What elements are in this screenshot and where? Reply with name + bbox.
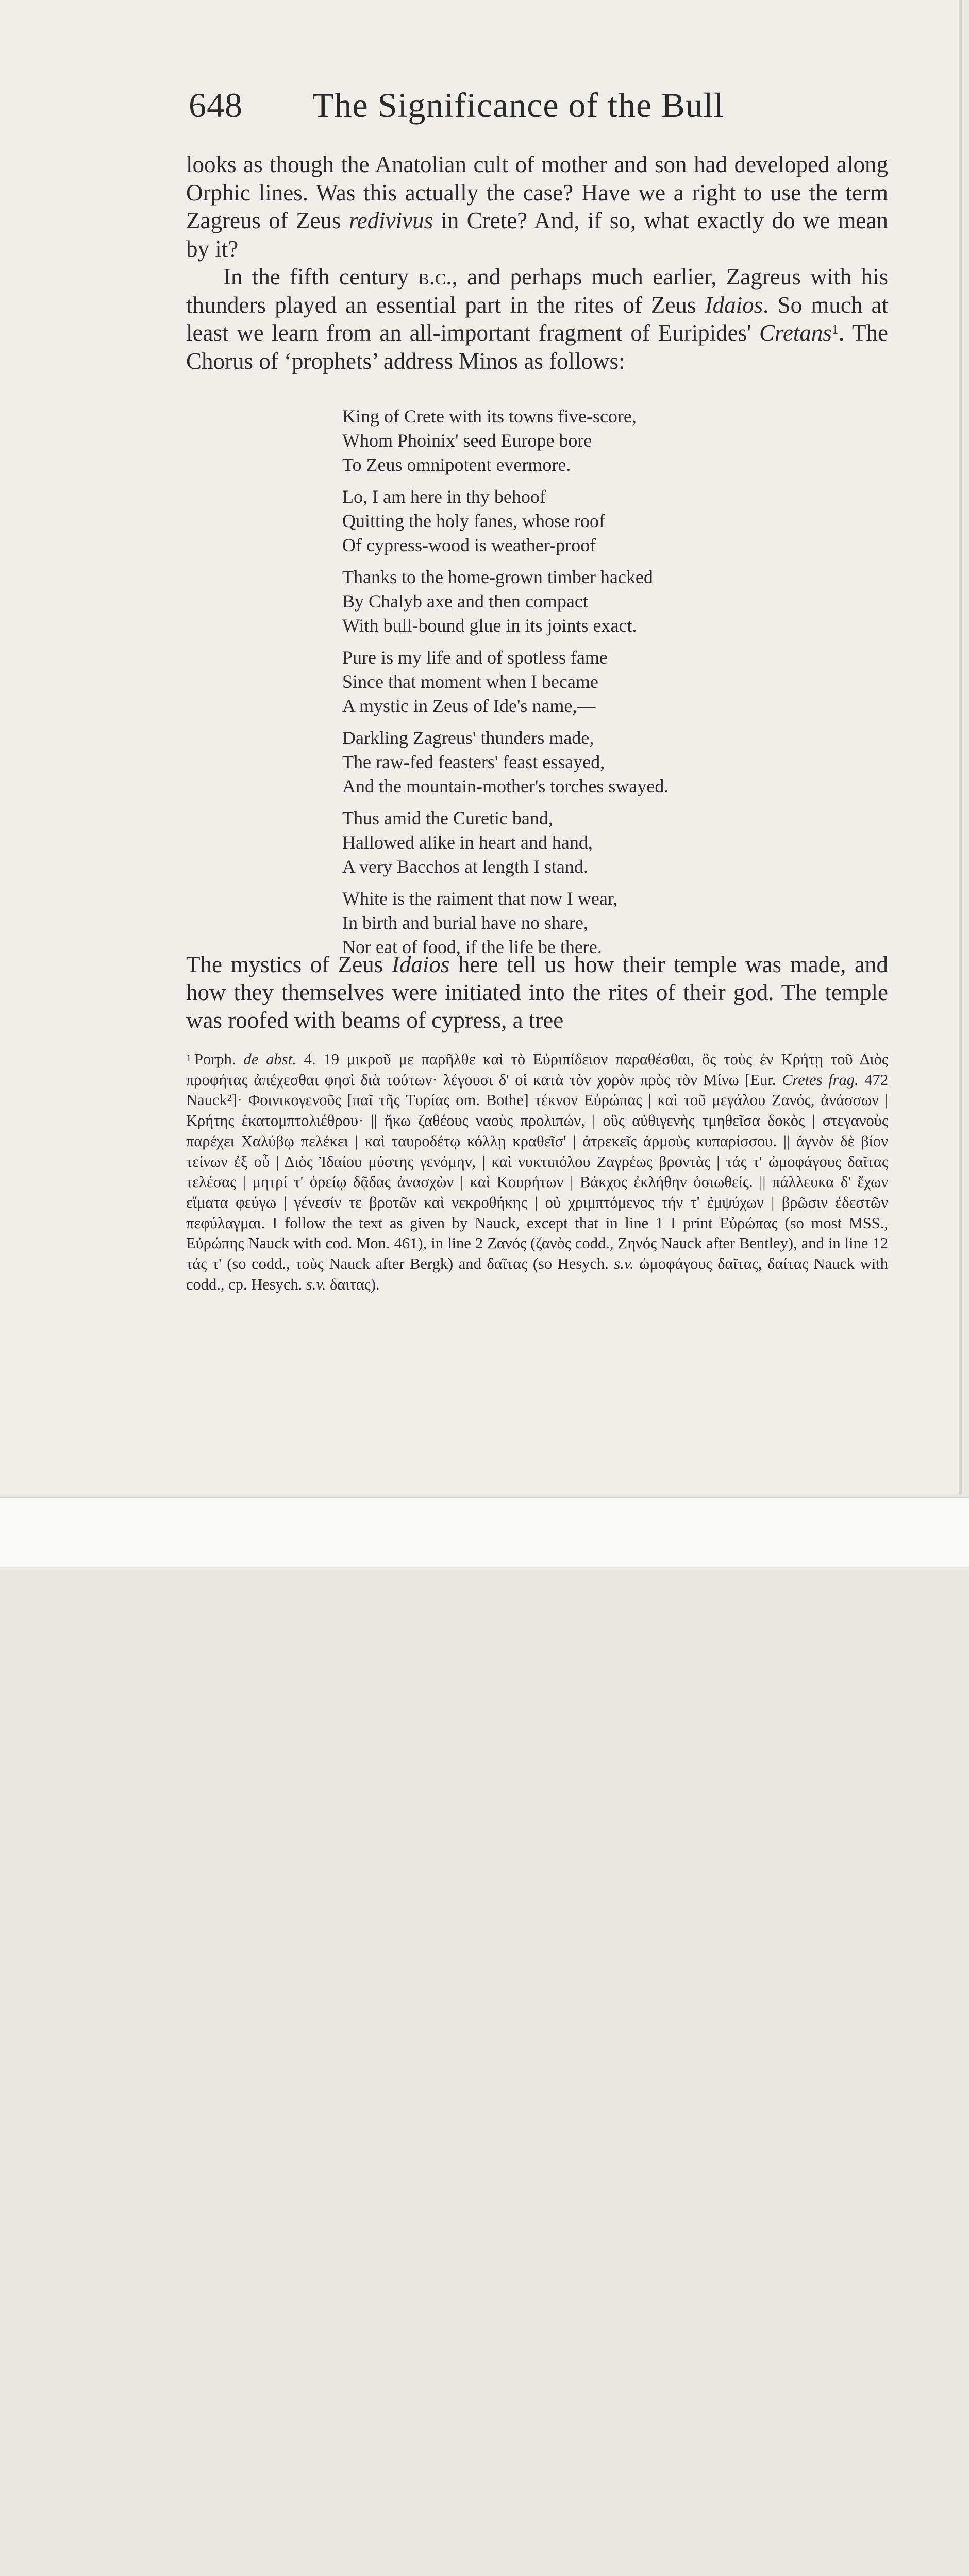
text-span: looks as though the Anatolian cult of mother and son had developed along Orphic lines. Was this actually the case? Have we a right to use the term Zagreus of Zeus — [186, 151, 888, 233]
poem-stanza — [342, 485, 755, 557]
poem-line: The raw-fed feasters' feast essayed, — [342, 752, 605, 772]
poem-line: King of Crete with its towns five-score, — [342, 406, 637, 427]
poem-line: And the mountain-mother's torches swayed. — [342, 776, 669, 796]
poem-line: Pure is my life and of spotless fame — [342, 647, 608, 668]
poem-stanza — [342, 646, 755, 718]
text-span: The mystics of Zeus — [186, 952, 392, 977]
footnote — [186, 1049, 888, 1295]
poem-line: A mystic in Zeus of Ide's name,— — [342, 696, 596, 716]
poem-stanza — [342, 806, 755, 879]
italic-span: s.v. — [306, 1275, 326, 1293]
italic-span: Cretans — [759, 320, 832, 346]
text-span: here tell us how their temple was made, and how they themselves were initiated into the rites of their god. The temple was roofed with beams of cypress, a tree — [186, 952, 888, 1033]
italic-span: s.v. — [614, 1255, 634, 1273]
poem-line: Since that moment when I became — [342, 671, 598, 692]
poem-line: Nor eat of food, if the life be there. — [342, 937, 602, 957]
poem-stanza — [342, 887, 755, 959]
page-header — [189, 85, 890, 131]
italic-span: redivivus — [348, 208, 433, 233]
poem-line: With bull-bound glue in its joints exact. — [342, 615, 637, 636]
italic-span: Cretes frag. — [782, 1071, 859, 1089]
italic-span: Idaios — [391, 952, 450, 977]
text-span: . The Chorus of ‘prophets’ address Minos as follows: — [186, 320, 888, 374]
poem-line: Hallowed alike in heart and hand, — [342, 832, 593, 853]
poem — [342, 404, 755, 967]
text-span: ὠμοφάγους δαῖτας, δαίτας Nauck with codd., cp. Hesych. — [186, 1255, 889, 1293]
poem-line: Thanks to the home-grown timber hacked — [342, 567, 653, 587]
poem-line: White is the raiment that now I wear, — [342, 888, 618, 909]
poem-line: Quitting the holy fanes, whose roof — [342, 511, 605, 531]
text-span: in Crete? And, if so, what exactly do we mean by it? — [186, 208, 888, 262]
poem-line: Darkling Zagreus' thunders made, — [342, 727, 594, 748]
page-number: 648 — [189, 86, 243, 125]
library-footer — [0, 1497, 969, 1567]
poem-line: To Zeus omnipotent evermore. — [342, 454, 571, 475]
poem-line: A very Bacchos at length I stand. — [342, 856, 588, 877]
body-text — [186, 150, 888, 375]
text-span: 4. 19 μικροῦ με παρῆλθε καὶ τὸ Εὐριπίδειον παραθέσθαι, ὃς τοὺς ἐν Κρήτῃ τοῦ Διὸς προφήτας ἀπέχεσθαι φησὶ διὰ τούτων· λέγουσι δ' οἱ κατὰ τὸν χορὸν πρὸς τὸν Μίνω [Eur. — [186, 1050, 888, 1089]
poem-stanza — [342, 404, 755, 477]
poem-line: By Chalyb axe and then compact — [342, 591, 588, 612]
poem-line: Whom Phoinix' seed Europe bore — [342, 430, 592, 451]
running-head: The Significance of the Bull — [312, 86, 724, 125]
poem-stanza — [342, 726, 755, 799]
poem-line: In birth and burial have no share, — [342, 912, 588, 933]
text-span: . So much at least we learn from an all-important fragment of Euripides' — [186, 292, 888, 346]
footnote-ref: 1 — [831, 322, 839, 337]
paragraph-3 — [186, 951, 888, 1034]
poem-line: Of cypress-wood is weather-proof — [342, 535, 596, 555]
poem-line: Lo, I am here in thy behoof — [342, 486, 546, 507]
text-span: , and perhaps much earlier, Zagreus with his thunders played an essential part in the rites of Zeus — [186, 264, 888, 318]
text-span: In the fifth century — [223, 264, 419, 290]
small-caps-span: b.c. — [418, 264, 452, 290]
poem-stanza — [342, 565, 755, 638]
italic-span: de abst. — [243, 1050, 296, 1068]
poem-line: Thus amid the Curetic band, — [342, 808, 553, 828]
text-span: δαιτας). — [326, 1275, 380, 1293]
paragraph-2 — [186, 263, 888, 375]
paragraph-1 — [186, 150, 888, 263]
text-span: 472 Nauck²]· Φοινικογενοῦς [παῖ τῆς Τυρίας om. Bothe] τέκνον Εὐρώπας | καὶ τοῦ μεγάλου Ζανός, ἀνάσσων | Κρήτης ἑκατομπτολιέθρου· || ἥκω ζαθέους ναοὺς προλιπών, | οὓς αὐθιγενὴς τμηθεῖσα δοκὸς | στεγανοὺς παρέχει Χαλύβῳ πελέκει | καὶ ταυροδέτῳ κόλλῃ κραθεῖσ' | ἀτρεκεῖς ἁρμοὺς κυπαρίσσου. || ἁγνὸν δὲ βίον τείνων ἐξ οὗ | Διὸς Ἰδαίου μύστης γενόμην, | καὶ νυκτιπόλου Ζαγρέως βροντὰς | τάς τ' ὠμοφάγους δαῖτας τελέσας | μητρί τ' ὀρείῳ δᾷδας ἀνασχὼν | καὶ Κουρήτων | Βάκχος ἐκλήθην ὁσιωθείς. || πάλλευκα δ' ἔχων εἵματα φεύγω | γένεσίν τε βροτῶν καὶ νεκροθήκης | οὐ χριμπτόμενος τήν τ' ἐμψύχων | βρῶσιν ἐδεστῶν πεφύλαγμαι. I follow the text as given by Nauck, except that in line 1 I print Εὐρώπας (so most MSS., Εὐρώπης Nauck with cod. Mon. 461), in line 2 Ζανός (ζανὸς codd., Ζηνός Nauck after Bentley), and in line 12 τάς τ' (so codd., τοὺς Nauck after Bergk) and δαῖτας (so Hesych. — [186, 1071, 889, 1273]
text-span: Porph. — [194, 1050, 244, 1068]
footnote-marker: 1 — [186, 1053, 191, 1064]
italic-span: Idaios — [705, 292, 763, 318]
